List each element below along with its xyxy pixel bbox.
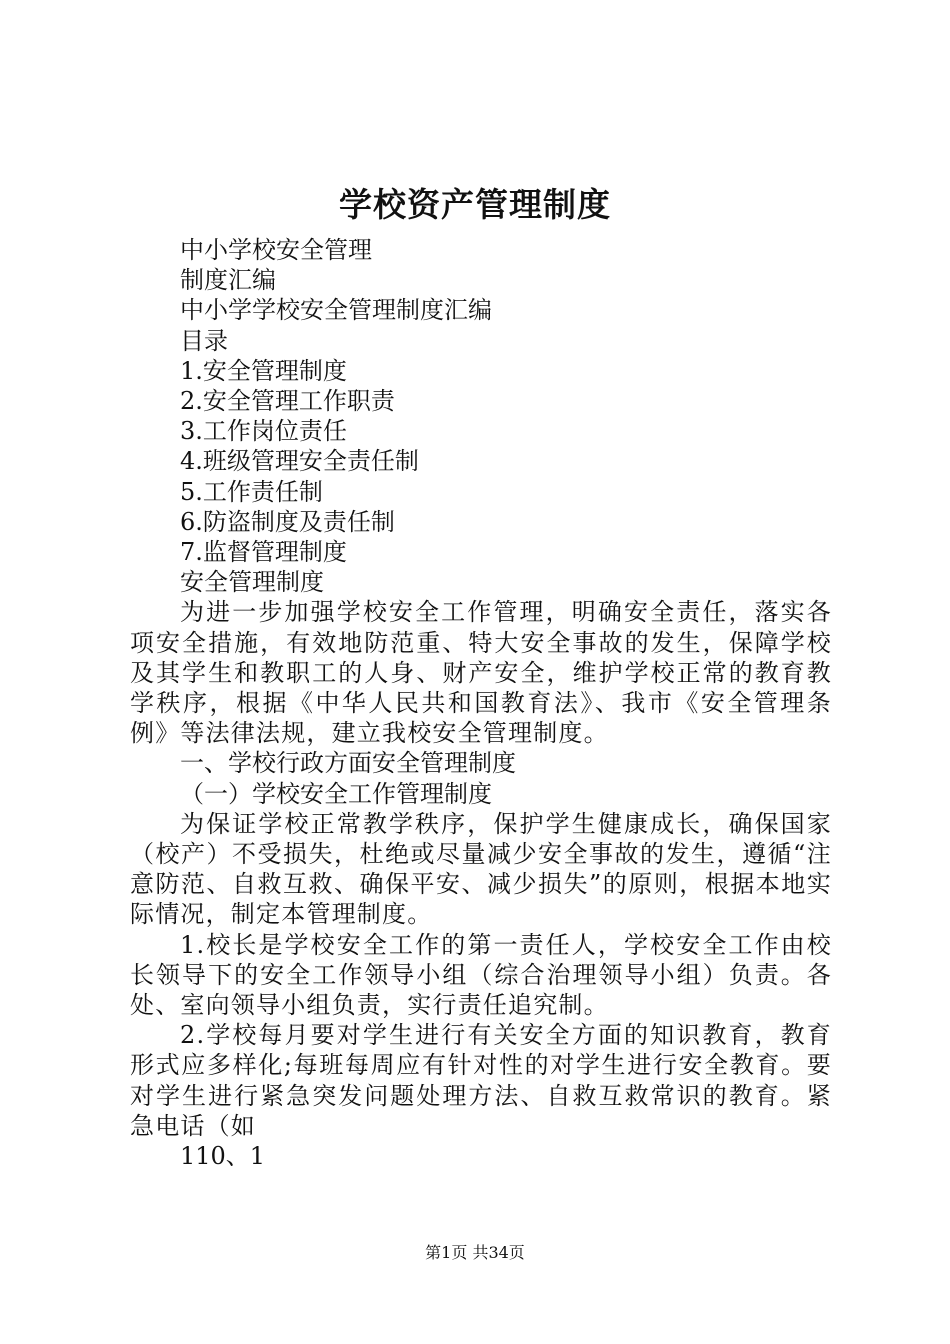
text-line: 制度汇编 bbox=[180, 266, 276, 295]
toc-item: 4.班级管理安全责任制 bbox=[180, 447, 419, 476]
intro-paragraph: 为进一步加强学校安全工作管理，明确安全责任，落实各项安全措施，有效地防范重、特大安全事故的发生，保障学校及其学生和教职工的人身、财产安全，维护学校正常的教育教学秩序，根据《中华人民共和国教育法》、我市《安全管理条例》等法律法规，建立我校安全管理制度。 bbox=[130, 598, 832, 748]
trailing-text: 110、1 bbox=[180, 1142, 266, 1171]
toc-item: 1.安全管理制度 bbox=[180, 356, 347, 385]
text-line: 中小学校安全管理 bbox=[180, 236, 372, 264]
text-line: 中小学学校安全管理制度汇编 bbox=[180, 296, 492, 325]
page-number-footer: 第1页 共34页 bbox=[425, 1243, 525, 1262]
toc-item: 7.监督管理制度 bbox=[180, 538, 347, 567]
section-heading: 一、学校行政方面安全管理制度 bbox=[180, 749, 516, 778]
subsection-heading: （一）学校安全工作管理制度 bbox=[180, 779, 492, 808]
toc-item: 2.安全管理工作职责 bbox=[180, 387, 395, 416]
item-paragraph-2: 2.学校每月要对学生进行有关安全方面的知识教育，教育形式应多样化;每班每周应有针对性的对学生进行安全教育。要对学生进行紧急突发问题处理方法、自救互救常识的教育。紧急电话（如 bbox=[130, 1021, 832, 1140]
toc-item: 3.工作岗位责任 bbox=[180, 417, 347, 446]
document-body bbox=[130, 235, 832, 1171]
document-title: 学校资产管理制度 bbox=[339, 185, 611, 224]
toc-heading: 目录 bbox=[180, 326, 228, 355]
section-title: 安全管理制度 bbox=[180, 568, 324, 597]
toc-item: 5.工作责任制 bbox=[180, 477, 323, 506]
item-paragraph-1: 1.校长是学校安全工作的第一责任人，学校安全工作由校长领导下的安全工作领导小组（综合治理领导小组）负责。各处、室向领导小组负责，实行责任追究制。 bbox=[130, 930, 832, 1020]
purpose-paragraph: 为保证学校正常教学秩序，保护学生健康成长，确保国家（校产）不受损失，杜绝或尽量减少安全事故的发生，遵循“注意防范、自救互救、确保平安、减少损失”的原则，根据本地实际情况，制定本管理制度。 bbox=[130, 809, 832, 929]
toc-item: 6.防盗制度及责任制 bbox=[180, 507, 395, 536]
